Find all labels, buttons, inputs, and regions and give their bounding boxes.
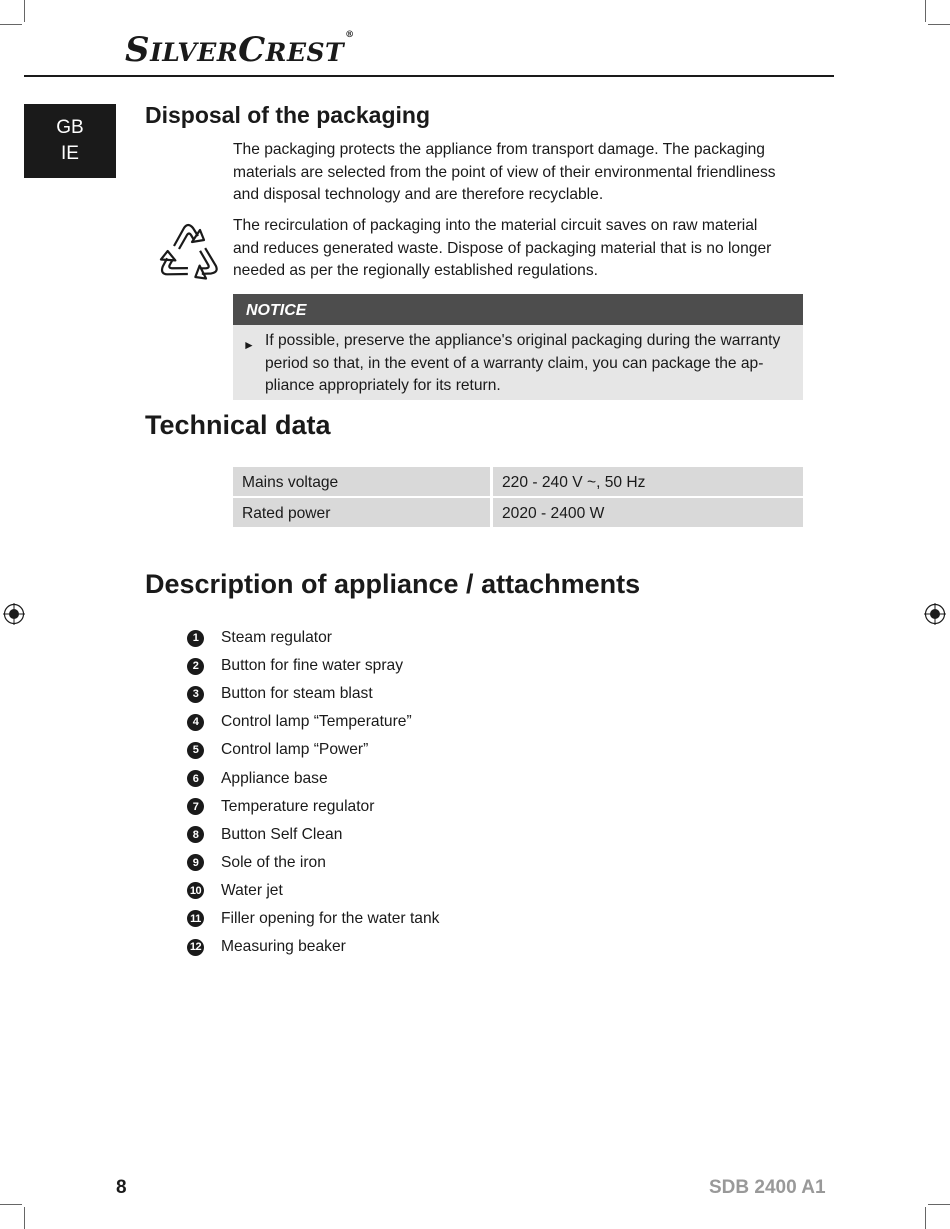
language-tab [24, 104, 116, 178]
list-item [187, 736, 439, 764]
item-label: Button for fine water spray [221, 657, 404, 675]
crop-mark [925, 1207, 926, 1229]
technical-data-table [233, 467, 803, 529]
crop-mark [0, 1204, 22, 1205]
registration-mark-icon [3, 603, 25, 625]
section-heading-technical: Technical data [145, 410, 331, 440]
item-label: Sole of the iron [221, 853, 326, 871]
notice-body [233, 325, 803, 400]
item-label: Control lamp “Temperature” [221, 713, 412, 731]
table-cell-label: Rated power [233, 498, 490, 527]
item-number-badge: 2 [187, 658, 204, 675]
list-item [187, 624, 439, 652]
table-cell-value: 220 - 240 V ~, 50 Hz [493, 467, 803, 496]
item-number-badge: 4 [187, 714, 204, 731]
item-number-badge: 3 [187, 686, 204, 703]
item-label: Filler opening for the water tank [221, 909, 440, 927]
section-heading-disposal: Disposal of the packaging [145, 102, 430, 128]
crop-mark [928, 24, 950, 25]
list-item [187, 877, 439, 905]
list-item [187, 793, 439, 821]
lang-code: IE [61, 143, 79, 164]
item-label: Steam regulator [221, 629, 332, 647]
item-number-badge: 10 [187, 882, 204, 899]
crop-mark [925, 0, 926, 22]
header-rule [24, 75, 834, 77]
table-cell-label: Mains voltage [233, 467, 490, 496]
item-label: Button Self Clean [221, 825, 343, 843]
table-row [233, 467, 803, 496]
crop-mark [24, 1207, 25, 1229]
crop-mark [0, 24, 22, 25]
list-item [187, 905, 439, 933]
item-label: Water jet [221, 881, 283, 899]
item-label: Appliance base [221, 769, 328, 787]
item-label: Button for steam blast [221, 685, 373, 703]
notice-box [233, 294, 803, 400]
list-item [187, 849, 439, 877]
notice-text: If possible, preserve the appliance's original packaging during the warranty period so that, in the event of a warranty claim, you can package the ap- pliance appropriately for its return. [265, 332, 781, 394]
lang-code: GB [56, 117, 84, 138]
item-label: Control lamp “Power” [221, 741, 369, 759]
list-item [187, 933, 439, 961]
list-item [187, 821, 439, 849]
bullet-arrow-icon: ► [243, 338, 255, 352]
list-item [187, 652, 439, 680]
registration-mark-icon [924, 603, 946, 625]
crop-mark [928, 1204, 950, 1205]
list-item [187, 708, 439, 736]
item-number-badge: 5 [187, 742, 204, 759]
item-number-badge: 7 [187, 798, 204, 815]
model-number: SDB 2400 A1 [709, 1177, 826, 1198]
item-number-badge: 6 [187, 770, 204, 787]
parts-list [187, 624, 439, 961]
disposal-paragraph-1: The packaging protects the appliance from transport damage. The packaging materials are selected from the point of view of their environmental friendliness and disposal technology and are therefore recyclable. [233, 141, 776, 203]
brand-logo: SILVERCREST® [125, 30, 355, 70]
item-number-badge: 12 [187, 939, 204, 956]
item-number-badge: 11 [187, 910, 204, 927]
item-number-badge: 8 [187, 826, 204, 843]
list-item [187, 680, 439, 708]
registered-mark: ® [345, 30, 355, 40]
page-number: 8 [116, 1177, 127, 1198]
item-number-badge: 1 [187, 630, 204, 647]
crop-mark [24, 0, 25, 22]
table-cell-value: 2020 - 2400 W [493, 498, 803, 527]
table-row [233, 498, 803, 527]
section-heading-description: Description of appliance / attachments [145, 569, 641, 599]
notice-title: NOTICE [233, 294, 803, 325]
item-number-badge: 9 [187, 854, 204, 871]
disposal-paragraph-2: The recirculation of packaging into the material circuit saves on raw material and reduces generated waste. Dispose of packaging material that is no longer needed as per the regionally established regulations. [233, 217, 772, 279]
item-label: Measuring beaker [221, 938, 346, 956]
recycle-icon [152, 216, 226, 288]
item-label: Temperature regulator [221, 797, 375, 815]
list-item [187, 764, 439, 792]
